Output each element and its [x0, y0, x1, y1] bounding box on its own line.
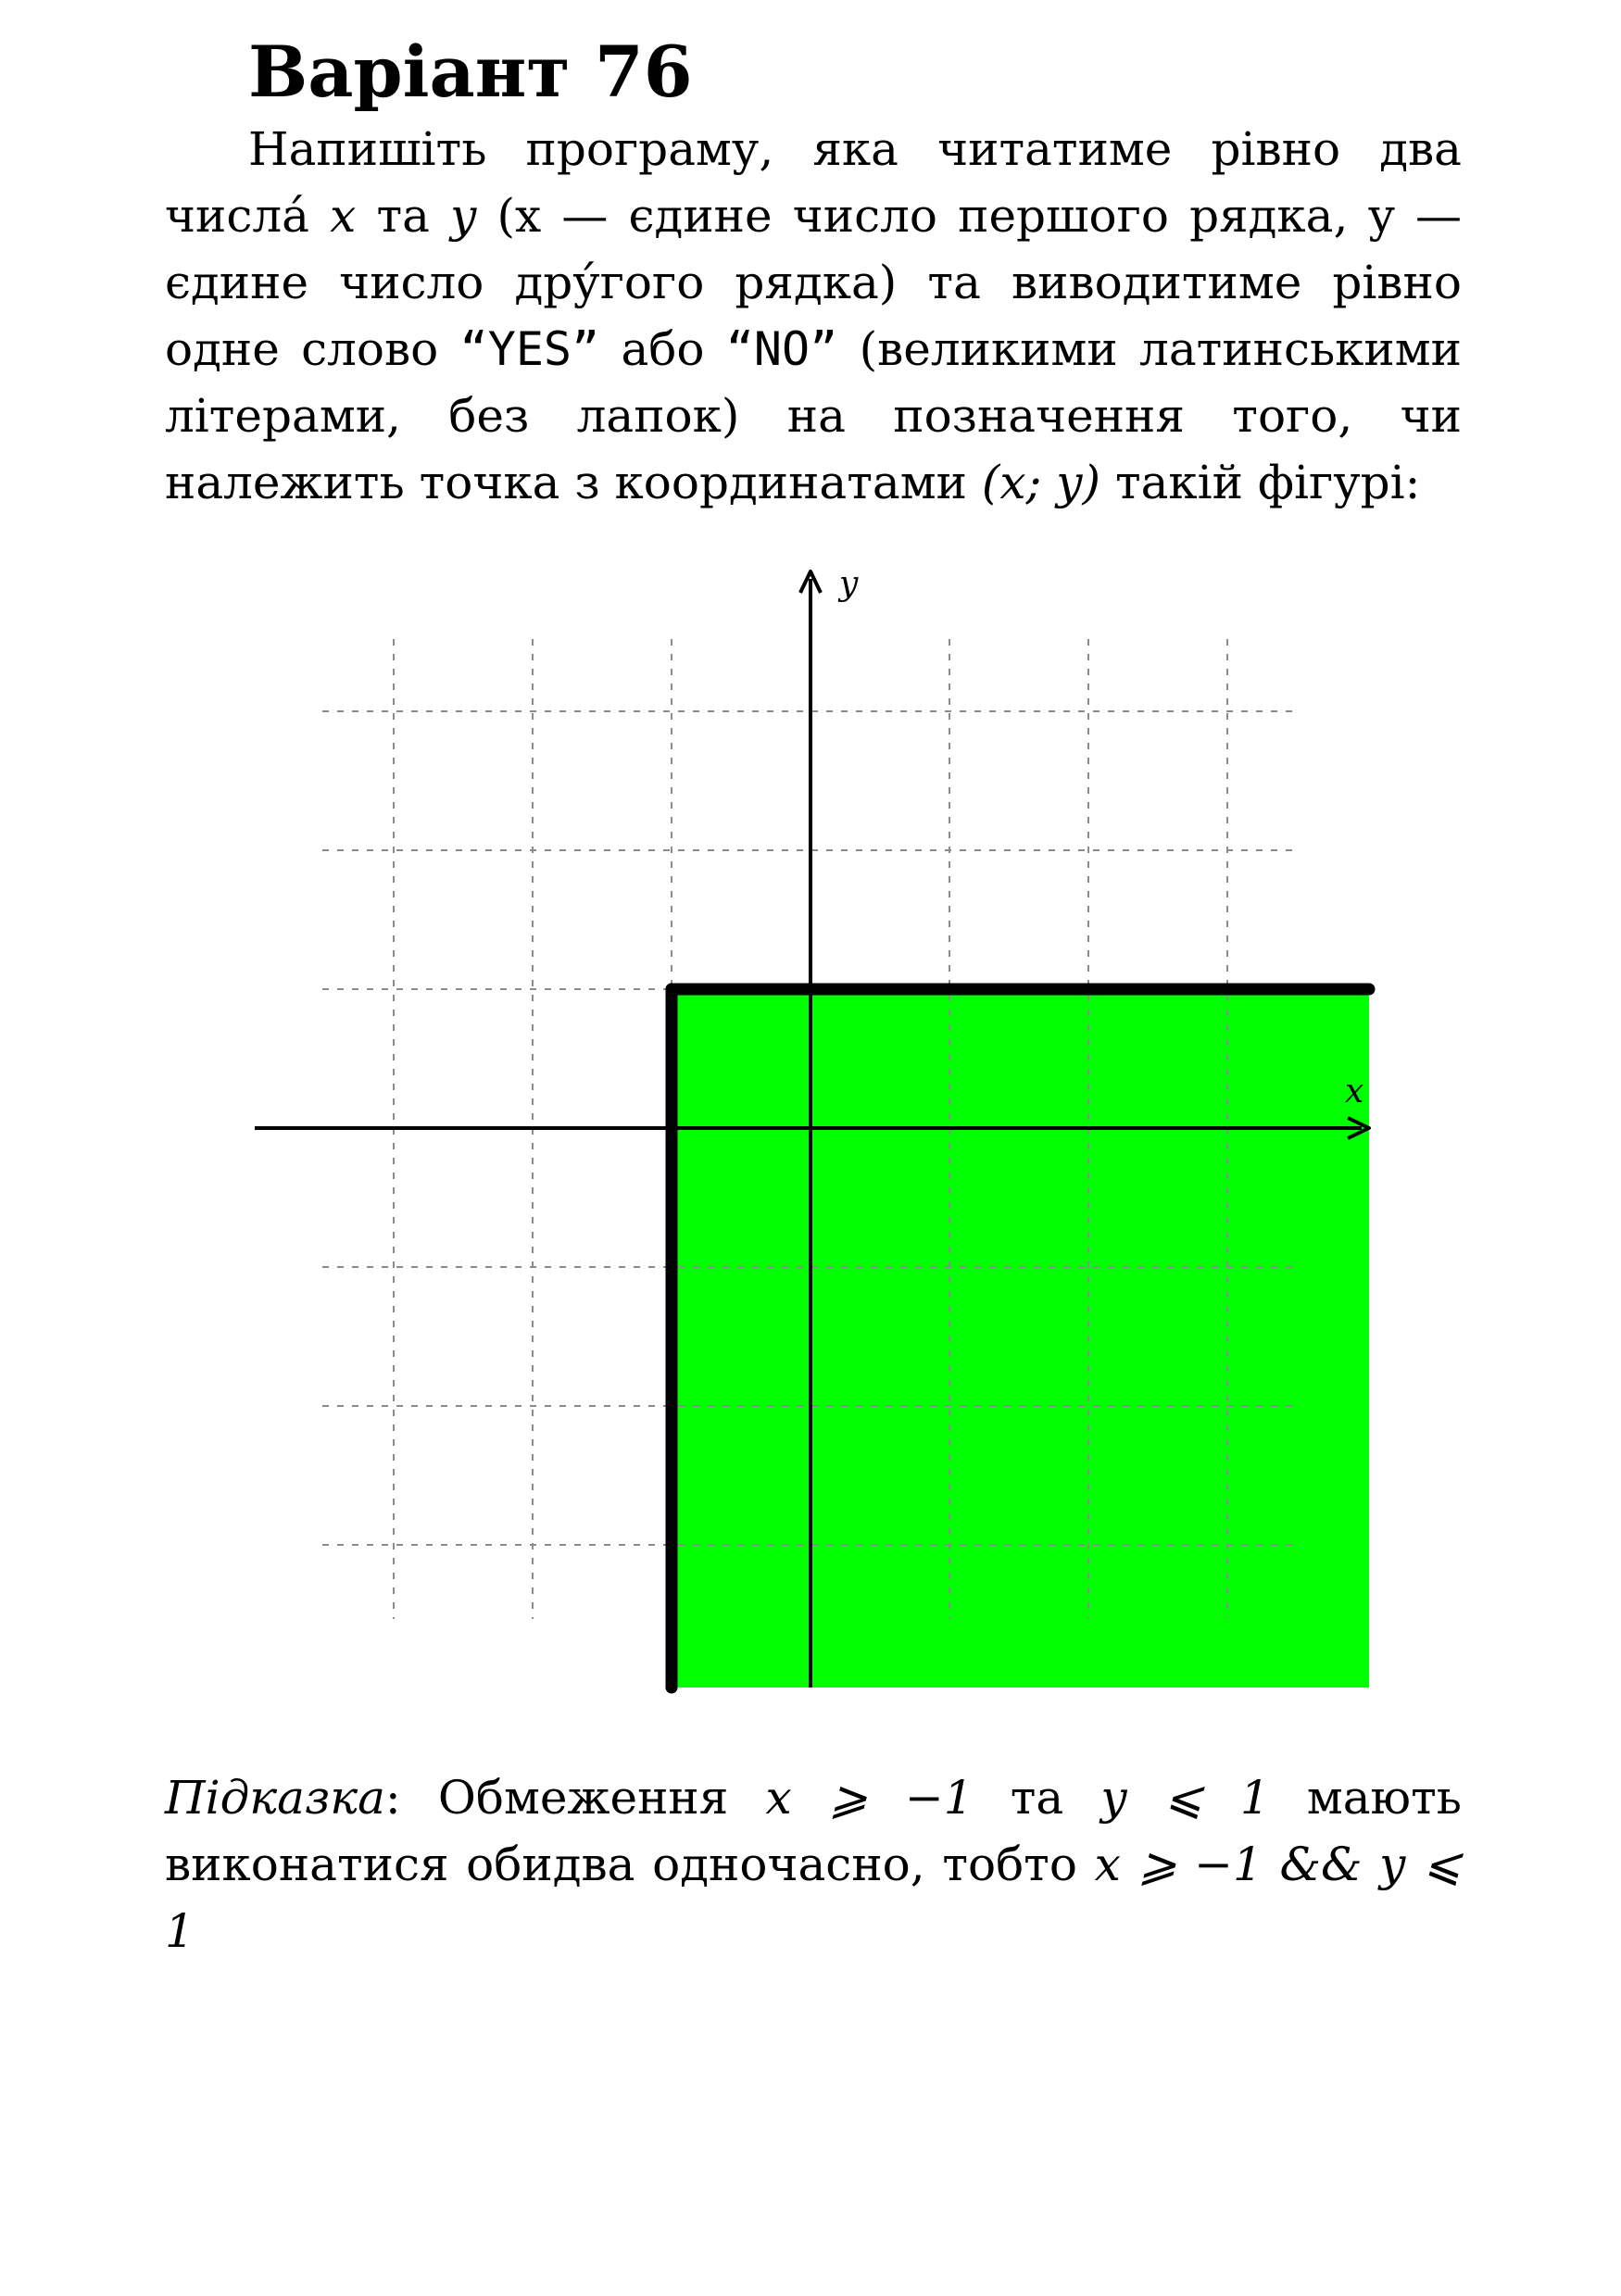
- hint-condition-y: y ⩽ 1: [1100, 1771, 1270, 1825]
- var-x: x: [330, 189, 357, 243]
- hint-label: Підказка: [165, 1771, 385, 1825]
- hint-ta: та: [1010, 1771, 1064, 1825]
- hint-text1: Обмеження: [437, 1771, 729, 1825]
- hint-colon: :: [384, 1771, 401, 1825]
- task-abo: або: [621, 322, 705, 376]
- hint-text2: мають виконатися обидва одночасно, тобто: [165, 1771, 1462, 1891]
- task-intro: Напишіть програму, яка читатиме рівно два числа́: [165, 122, 1462, 243]
- shaded-region: [672, 989, 1369, 1687]
- hint-paragraph: [165, 1764, 1462, 1964]
- x-definition: x — єдине число першого рядка,: [515, 189, 1349, 243]
- task-ending: такій фігурі:: [1114, 456, 1421, 509]
- task-ta: та: [376, 189, 430, 243]
- var-y: y: [450, 189, 477, 243]
- hint-combined-condition: x ⩾ −1 && y ⩽ 1: [165, 1838, 1462, 1958]
- hint-condition-x: x ⩾ −1: [765, 1771, 974, 1825]
- point-coordinates: (x; y): [981, 456, 1101, 509]
- output-description: та виводитиме рівно одне слово: [165, 256, 1462, 376]
- y-definition: y — єдине число дру́гого рядка): [165, 189, 1462, 309]
- x-axis-label: x: [1345, 1073, 1364, 1110]
- open-paren: (: [496, 189, 516, 243]
- no-keyword: “NO”: [725, 322, 838, 376]
- task-rest: (великими латинськими літерами, без лапок) на позначення того, чи належить точка з координатами: [165, 322, 1462, 509]
- y-axis-label: y: [839, 565, 859, 603]
- yes-keyword: “YES”: [459, 322, 600, 376]
- page-title: Варіант 76: [248, 31, 693, 113]
